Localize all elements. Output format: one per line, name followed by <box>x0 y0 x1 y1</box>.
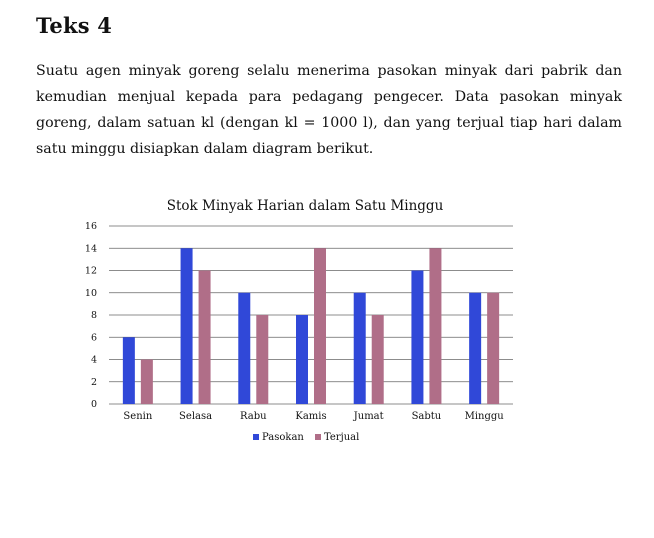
x-tick-label-senin: Senin <box>123 411 153 422</box>
x-tick-label-kamis: Kamis <box>295 411 327 422</box>
y-tick-label-6: 6 <box>90 332 97 344</box>
legend <box>253 432 359 443</box>
legend-swatch-pasokan <box>253 434 259 440</box>
y-tick-label-0: 0 <box>90 399 97 410</box>
bars <box>123 248 499 404</box>
bar-terjual-sabtu <box>429 248 441 404</box>
gridlines <box>109 226 513 404</box>
x-tick-label-sabtu: Sabtu <box>411 411 442 422</box>
chart-title: Stok Minyak Harian dalam Satu Minggu <box>166 198 444 214</box>
bar-pasokan-selasa <box>181 248 193 404</box>
bar-pasokan-minggu <box>469 293 481 404</box>
y-tick-label-12: 12 <box>84 265 97 277</box>
legend-label-terjual: Terjual <box>324 432 360 443</box>
y-tick-label-4: 4 <box>90 354 97 366</box>
bar-terjual-kamis <box>314 248 326 404</box>
section-heading: Teks 4 <box>36 13 113 38</box>
bar-pasokan-senin <box>123 337 135 404</box>
x-tick-label-jumat: Jumat <box>353 411 384 422</box>
y-axis-ticks <box>85 221 97 410</box>
bar-pasokan-jumat <box>354 293 366 404</box>
x-tick-label-minggu: Minggu <box>464 411 504 422</box>
description-paragraph: Suatu agen minyak goreng selalu menerima pasokan minyak dari pabrik dan kemudian menjual kepada para pedagang pengecer. Data pasokan minyak goreng, dalam satuan kl (dengan kl = 1000 l), dan yang terjual tiap hari dalam satu minggu disiapkan dalam diagram berikut. <box>36 63 622 157</box>
x-axis-ticks <box>123 411 504 422</box>
x-tick-label-selasa: Selasa <box>179 411 213 422</box>
bar-terjual-rabu <box>256 315 268 404</box>
bar-pasokan-kamis <box>296 315 308 404</box>
legend-label-pasokan: Pasokan <box>262 432 304 443</box>
y-tick-label-16: 16 <box>84 221 97 232</box>
legend-swatch-terjual <box>315 434 321 440</box>
y-tick-label-2: 2 <box>90 376 97 388</box>
bar-pasokan-rabu <box>238 293 250 404</box>
bar-pasokan-sabtu <box>411 271 423 405</box>
y-tick-label-14: 14 <box>84 243 97 255</box>
y-tick-label-10: 10 <box>84 287 97 299</box>
y-tick-label-8: 8 <box>90 310 97 321</box>
x-tick-label-rabu: Rabu <box>240 411 267 422</box>
bar-terjual-minggu <box>487 293 499 404</box>
bar-terjual-jumat <box>372 315 384 404</box>
bar-terjual-selasa <box>199 271 211 405</box>
bar-terjual-senin <box>141 360 153 405</box>
